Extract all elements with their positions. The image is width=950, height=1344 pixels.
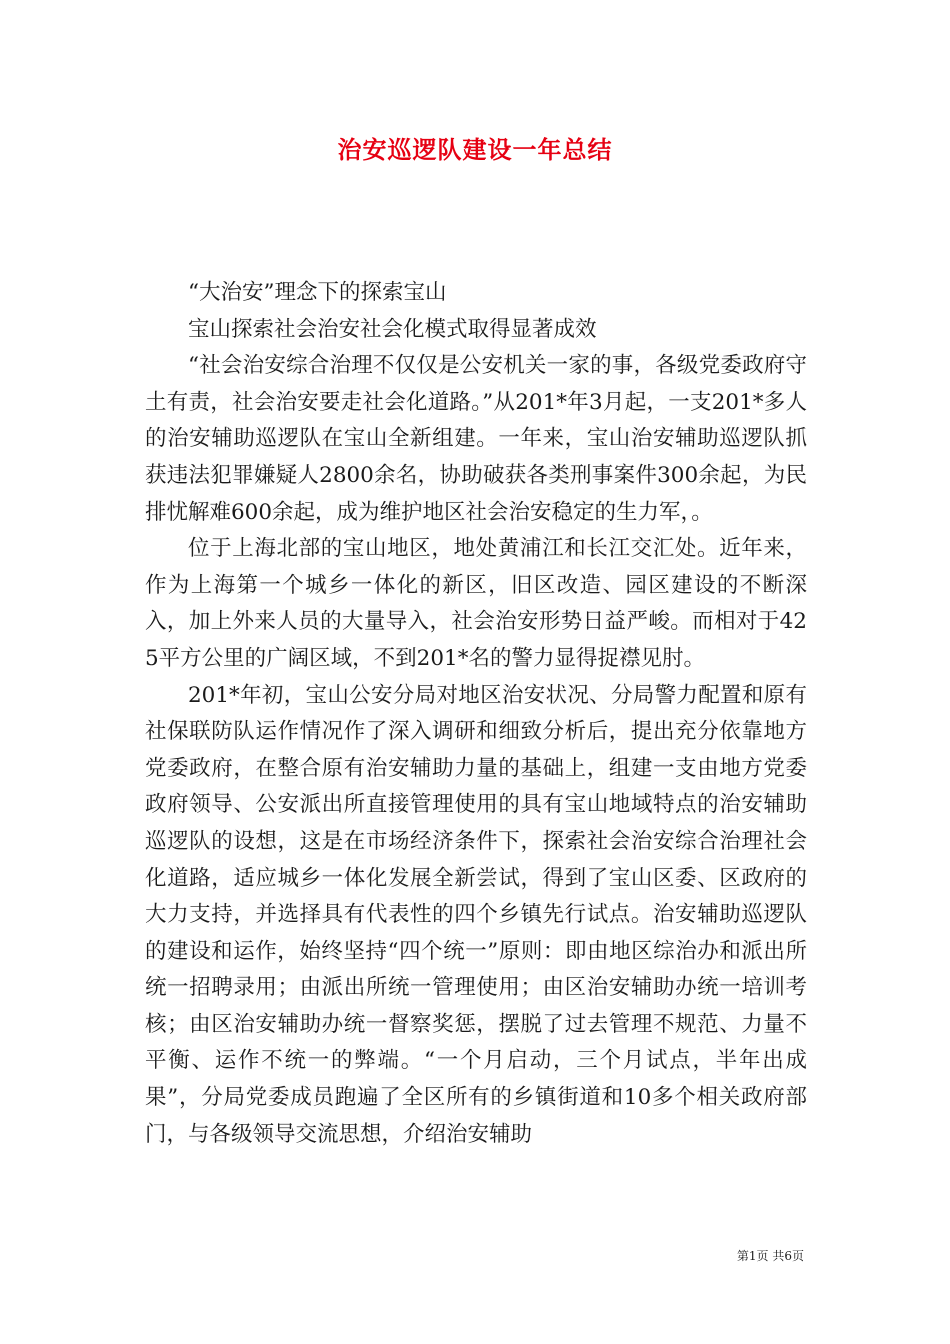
paragraph: 201*年初，宝山公安分局对地区治安状况、分局警力配置和原有社保联防队运作情况作了深入调研和细致分析后，提出充分依靠地方党委政府，在整合原有治安辅助力量的基础上，组建一支由地方党委政府领导、公安派出所直接管理使用的具有宝山地域特点的治安辅助巡逻队的设想，这是在市场经济条件下，探索社会治安综合治理社会化道路，适应城乡一体化发展全新尝试，得到了宝山区委、区政府的大力支持，并选择具有代表性的四个乡镇先行试点。治安辅助巡逻队的建设和运作，始终坚持“四个统一”原则：即由地区综治办和派出所统一招聘录用；由派出所统一管理使用；由区治安辅助办统一培训考核；由区治安辅助办统一督察奖惩，摆脱了过去管理不规范、力量不平衡、运作不统一的弊端。“一个月启动，三个月试点，半年出成果”，分局党委成员跑遍了全区所有的乡镇街道和10多个相关政府部门，与各级领导交流思想，介绍治安辅助 bbox=[145, 682, 807, 1147]
paragraph: 位于上海北部的宝山地区，地处黄浦江和长江交汇处。近年来，作为上海第一个城乡一体化的新区，旧区改造、园区建设的不断深入，加上外来人员的大量导入，社会治安形势日益严峻。而相对于425平方公里的广阔区域，不到201*名的警力显得捉襟见肘。 bbox=[145, 536, 807, 671]
document-body bbox=[145, 275, 807, 1153]
page-number: 第1页 共6页 bbox=[736, 1249, 804, 1263]
paragraph-subtitle-2: 宝山探索社会治安社会化模式取得显著成效 bbox=[188, 316, 597, 342]
paragraph: “社会治安综合治理不仅仅是公安机关一家的事，各级党委政府守土有责，社会治安要走社会化道路。”从201*年3月起，一支201*多人的治安辅助巡逻队在宝山全新组建。一年来，宝山治安辅助巡逻队抓获违法犯罪嫌疑人2800余名，协助破获各类刑事案件300余起，为民排忧解难600余起，成为维护地区社会治安稳定的生力军，。 bbox=[145, 353, 807, 525]
paragraph-subtitle-1: “大治安”理念下的探索宝山 bbox=[188, 280, 447, 305]
document-title: 治安巡逻队建设一年总结 bbox=[337, 135, 613, 164]
